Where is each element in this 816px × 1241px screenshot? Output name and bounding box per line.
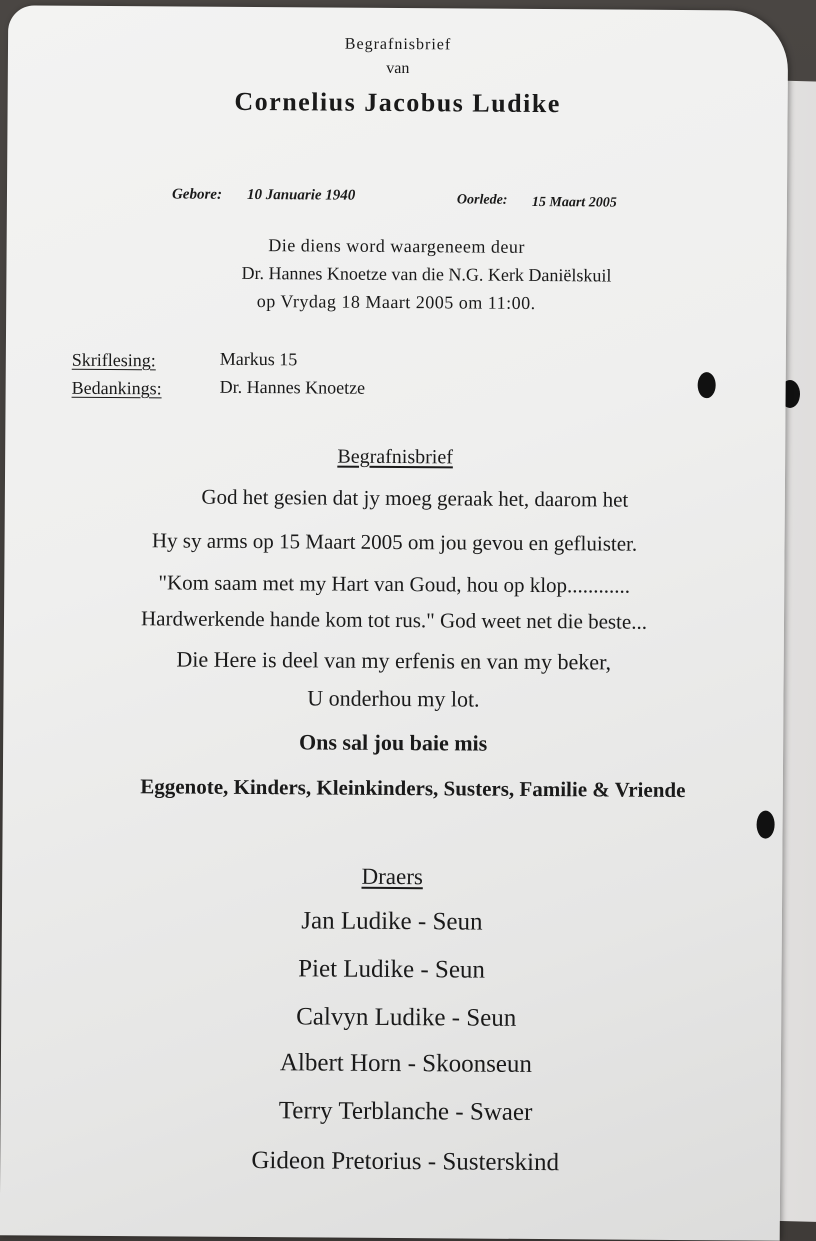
bearer-item: Albert Horn - Skoonseun xyxy=(279,1049,533,1078)
thanks-label: Bedankings: xyxy=(71,377,162,399)
family-line: Eggenote, Kinders, Kleinkinders, Susters, Familie & Vriende xyxy=(140,774,686,803)
poem-line: Hy sy arms op 15 Maart 2005 om jou gevou en gefluister. xyxy=(151,528,638,556)
died-label: Oorlede: xyxy=(456,192,508,208)
poem-heading: Begrafnisbrief xyxy=(337,445,453,469)
service-line-2: Dr. Hannes Knoetze van die N.G. Kerk Daniëlskuil xyxy=(241,262,612,286)
poem-line: God het gesien dat jy moeg geraak het, daarom het xyxy=(201,484,629,512)
punch-hole xyxy=(757,811,775,839)
poem-closing: Ons sal jou baie mis xyxy=(298,729,488,756)
doc-van: van xyxy=(386,59,410,78)
doc-title: Begrafnisbrief xyxy=(344,35,452,54)
service-line-1: Die diens word waargeneem deur xyxy=(268,235,525,257)
punch-hole xyxy=(698,372,716,398)
poem-line: Hardwerkende hande kom tot rus." God weet net die beste... xyxy=(140,606,648,634)
poem-line: U onderhou my lot. xyxy=(307,685,480,712)
deceased-name: Cornelius Jacobus Ludike xyxy=(234,86,561,119)
reading-label: Skriflesing: xyxy=(71,349,156,371)
bearer-item: Gideon Pretorius - Susterskind xyxy=(251,1147,560,1177)
reading-value: Markus 15 xyxy=(219,348,298,370)
born-label: Gebore: xyxy=(171,186,223,203)
bearer-item: Piet Ludike - Seun xyxy=(298,955,486,984)
poem-line: "Kom saam met my Hart van Goud, hou op klop............ xyxy=(158,570,631,598)
bearer-item: Calvyn Ludike - Seun xyxy=(296,1003,517,1032)
born-date: 10 Januarie 1940 xyxy=(246,186,356,204)
died-date: 15 Maart 2005 xyxy=(531,194,617,211)
service-line-3: op Vrydag 18 Maart 2005 om 11:00. xyxy=(256,291,536,313)
bearer-item: Jan Ludike - Seun xyxy=(301,907,483,936)
poem-line: Die Here is deel van my erfenis en van my beker, xyxy=(176,646,612,675)
bearers-heading: Draers xyxy=(361,863,423,890)
thanks-value: Dr. Hannes Knoetze xyxy=(219,376,366,398)
document-page xyxy=(0,5,788,1240)
bearer-item: Terry Terblanche - Swaer xyxy=(278,1097,533,1126)
